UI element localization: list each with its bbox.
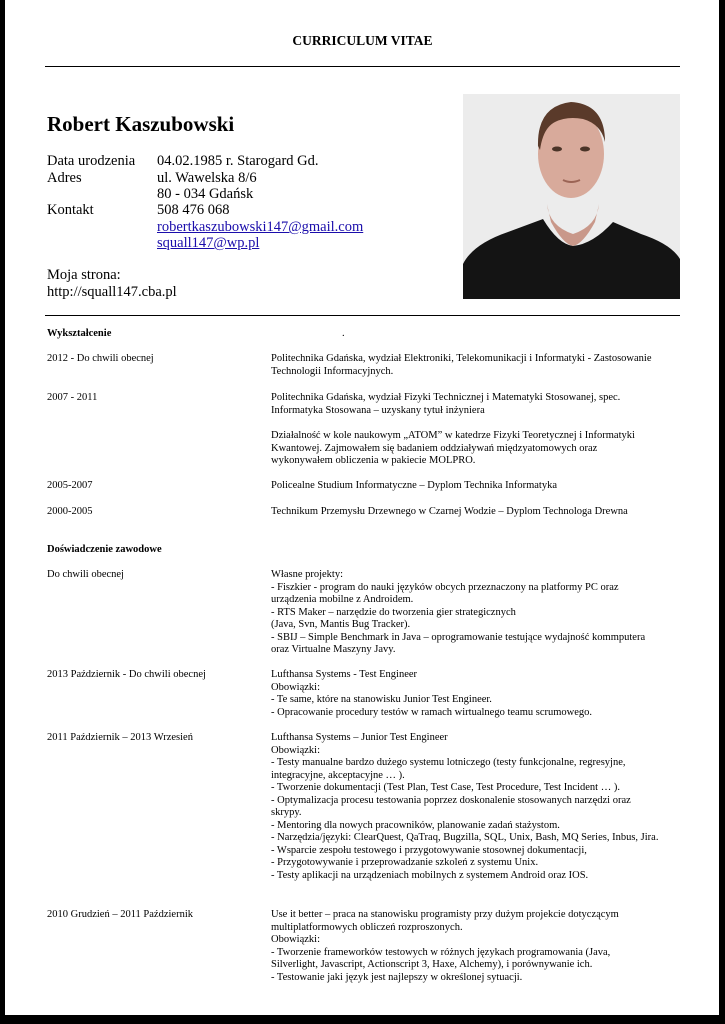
text-line: - Mentoring dla nowych pracowników, planowanie zadań stażystom. [271, 819, 560, 831]
text-line: Policealne Studium Informatyczne – Dyplom Technika Informatyka [271, 480, 557, 491]
text-line: - Testowanie jaki język jest najlepszy w określonej sytuacji. [271, 971, 523, 983]
text-line: Politechnika Gdańska, wydział Elektroniki, Telekomunikacji i Informatyki - Zastosowanie [271, 353, 652, 364]
education-period: 2012 - Do chwili obecnej [47, 353, 154, 364]
text-line: Technikum Przemysłu Drzewnego w Czarnej Wodzie – Dyplom Technologa Drewna [271, 506, 628, 517]
website-url: http://squall147.cba.pl [47, 284, 177, 300]
experience-heading: Doświadczenie zawodowe [47, 544, 162, 555]
text-line: wykonywałem obliczenia w pakiecie MOLPRO. [271, 455, 476, 466]
contact-label: Kontakt [47, 202, 94, 218]
experience-description [271, 909, 683, 984]
text-line: oraz Virtualne Maszyny Javy. [271, 644, 396, 655]
education-period: 2005-2007 [47, 480, 93, 491]
profile-photo [463, 94, 680, 299]
education-description [271, 392, 683, 417]
text-line: Własne projekty: [271, 569, 344, 580]
website-label: Moja strona: [47, 267, 121, 283]
text-line: Lufthansa Systems – Junior Test Engineer [271, 732, 448, 743]
text-line: Działalność w kole naukowym „ATOM” w katedrze Fizyki Teoretycznej i Informatyki [271, 430, 635, 441]
text-line: - Testy manualne bardzo dużego systemu lotniczego (testy funkcjonalne, regresyjne, [271, 757, 626, 768]
education-activity [271, 430, 683, 468]
text-line: - SBIJ – Simple Benchmark in Java – oprogramowanie testujące wydajność kommputera [271, 631, 646, 643]
experience-description [271, 669, 683, 719]
education-period: 2000-2005 [47, 506, 93, 517]
text-line: Obowiązki: [271, 681, 320, 693]
text-line: Politechnika Gdańska, wydział Fizyki Technicznej i Matematyki Stosowanej, spec. [271, 392, 621, 403]
text-line: - RTS Maker – narzędzie do tworzenia gier strategicznych [271, 606, 516, 618]
text-line: Obowiązki: [271, 934, 320, 945]
text-line: - Przygotowywanie i przeprowadzanie szkoleń z systemu Unix. [271, 857, 539, 868]
experience-description [271, 569, 683, 657]
text-line: - Tworzenie frameworków testowych w różnych językach programowania (Java, [271, 946, 611, 958]
page-border-right [719, 0, 725, 1024]
experience-period: 2010 Grudzień – 2011 Październik [47, 909, 193, 920]
address-line-2: 80 - 034 Gdańsk [157, 186, 254, 202]
text-line: - Opracowanie procedury testów w ramach wirtualnego teamu scrumowego. [271, 706, 593, 718]
person-name: Robert Kaszubowski [47, 112, 235, 136]
text-line: - Te same, które na stanowisku Junior Test Engineer. [271, 694, 492, 705]
phone-number: 508 476 068 [157, 202, 230, 218]
birth-value: 04.02.1985 r. Starogard Gd. [157, 153, 319, 169]
text-line: integracyjne, akceptacyjne … ). [271, 769, 405, 781]
text-line: - Tworzenie dokumentacji (Test Plan, Test Case, Test Procedure, Test Incident … ). [271, 782, 620, 793]
address-label: Adres [47, 170, 82, 186]
text-line: Informatyka Stosowana – uzyskany tytuł inżyniera [271, 404, 485, 416]
experience-period: Do chwili obecnej [47, 569, 124, 580]
text-line: - Optymalizacja procesu testowania poprzez doskonalenie stosowanych narzędzi oraz [271, 794, 631, 806]
text-line: Lufthansa Systems - Test Engineer [271, 669, 418, 680]
text-line: Technologii Informacyjnych. [271, 365, 394, 377]
text-line: Use it better – praca na stanowisku programisty przy dużym projekcie dotyczącym [271, 909, 619, 920]
email-link-wp[interactable]: squall147@wp.pl [157, 235, 260, 251]
text-line: - Wsparcie zespołu testowego i przygotowywanie stosownej dokumentacji, [271, 844, 587, 856]
text-line: Kwantowej. Zajmowałem się badaniem oddziaływań międzyatomowych oraz [271, 442, 598, 454]
education-heading: Wykształcenie [47, 328, 112, 339]
text-line: Obowiązki: [271, 744, 320, 756]
document-title: CURRICULUM VITAE [292, 33, 433, 48]
text-line: - Fiszkier - program do nauki języków obcych przeznaczony na platformy PC oraz [271, 581, 619, 593]
birth-label: Data urodzenia [47, 153, 136, 169]
text-line: urządzenia mobilne z Androidem. [271, 594, 414, 605]
experience-description [271, 732, 683, 882]
profile-photo-illustration [463, 94, 680, 299]
education-period: 2007 - 2011 [47, 392, 98, 403]
education-description [271, 506, 683, 519]
education-description [271, 480, 683, 493]
education-heading-dot: . [342, 328, 345, 339]
text-line: (Java, Svn, Mantis Bug Tracker). [271, 619, 411, 630]
text-line: multiplatformowych obliczeń rozproszonych. [271, 921, 463, 933]
text-line: Silverlight, Javascript, Actionscript 3, Haxe, Alchemy), i porównywanie ich. [271, 959, 593, 970]
page-border-left [0, 0, 5, 1024]
experience-period: 2013 Październik - Do chwili obecnej [47, 669, 206, 680]
email-link-gmail[interactable]: robertkaszubowski147@gmail.com [157, 219, 364, 235]
text-line: skrypy. [271, 807, 302, 818]
text-line: - Testy aplikacji na urządzeniach mobilnych z systemem Android oraz IOS. [271, 869, 589, 881]
experience-period: 2011 Październik – 2013 Wrzesień [47, 732, 193, 743]
education-description [271, 353, 683, 378]
page-border-bottom [0, 1015, 725, 1024]
header-divider [45, 66, 680, 67]
section-divider [45, 315, 680, 316]
text-line: - Narzędzia/języki: ClearQuest, QaTraq, Bugzilla, SQL, Unix, Bash, MQ Series, Inbus, Jira. [271, 832, 659, 843]
address-line-1: ul. Wawelska 8/6 [157, 170, 257, 186]
